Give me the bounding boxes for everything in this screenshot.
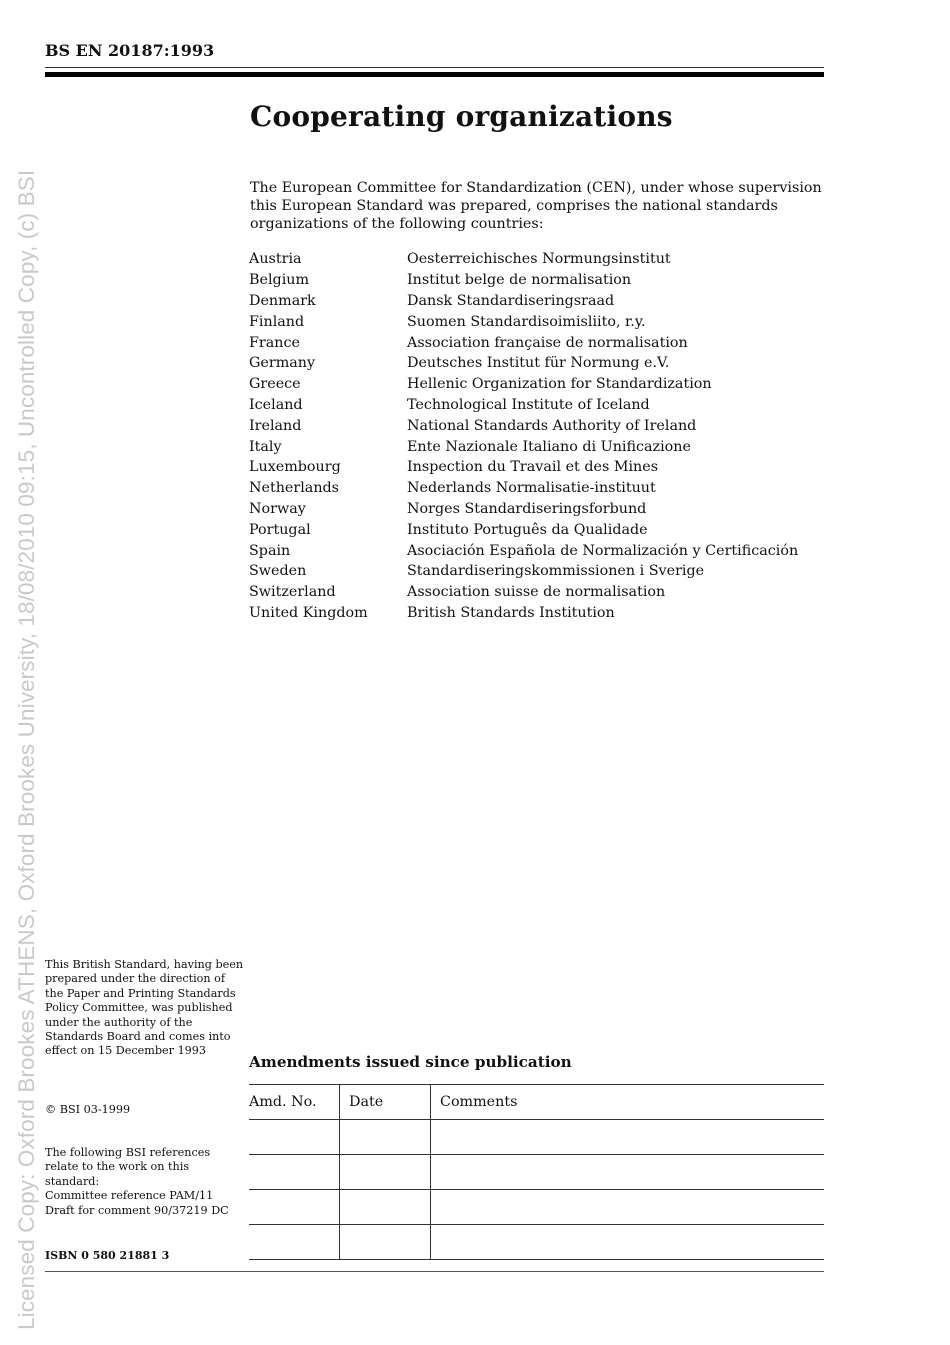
member-organization: Nederlands Normalisatie-instituut	[407, 480, 656, 497]
amendment-cell-amd-no	[249, 1225, 340, 1260]
member-organization: Inspection du Travail et des Mines	[407, 459, 659, 476]
member-country: Iceland	[249, 396, 303, 413]
member-country: Norway	[249, 500, 306, 517]
amendment-cell-amd-no	[249, 1120, 340, 1155]
amendment-row	[249, 1225, 824, 1260]
member-country: Italy	[249, 438, 282, 455]
member-row	[249, 291, 798, 312]
column-header-comments: Comments	[431, 1085, 825, 1120]
member-country: Luxembourg	[249, 459, 341, 476]
member-country: Austria	[249, 251, 302, 268]
amendment-cell-amd-no	[249, 1190, 340, 1225]
amendments-header-row	[249, 1085, 824, 1120]
isbn: ISBN 0 580 21881 3	[45, 1249, 170, 1262]
draft-reference: Draft for comment 90/37219 DC	[45, 1203, 229, 1217]
member-country: Portugal	[249, 521, 311, 538]
member-row	[249, 561, 798, 582]
footer-rule	[45, 1271, 824, 1272]
member-country: Belgium	[249, 272, 310, 289]
member-country: Switzerland	[249, 584, 336, 601]
member-row	[249, 457, 798, 478]
amendment-cell-date	[340, 1225, 431, 1260]
committee-reference: Committee reference PAM/11	[45, 1189, 214, 1203]
member-organization: Standardiseringskommissionen i Sverige	[407, 563, 705, 580]
references-note: The following BSI references relate to the work on this standard:	[45, 1146, 211, 1188]
member-organization: National Standards Authority of Ireland	[407, 417, 697, 434]
amendments-title: Amendments issued since publication	[249, 1053, 572, 1071]
member-country: Germany	[249, 355, 316, 372]
amendment-cell-comments	[431, 1190, 825, 1225]
intro-paragraph: The European Committee for Standardization (CEN), under whose supervision this European Standard was prepared, comprises the national standards organizations of the following countries:	[250, 180, 822, 232]
member-row	[249, 415, 798, 436]
member-organization: Ente Nazionale Italiano di Unificazione	[407, 438, 691, 455]
member-row	[249, 582, 798, 603]
column-header-amd-no: Amd. No.	[249, 1085, 340, 1120]
member-organization: Association française de normalisation	[407, 334, 688, 351]
member-country: Greece	[249, 376, 301, 393]
member-organization: Instituto Português da Qualidade	[407, 521, 648, 538]
amendment-cell-comments	[431, 1120, 825, 1155]
member-organization: Association suisse de normalisation	[407, 584, 666, 601]
member-organization: Hellenic Organization for Standardization	[407, 376, 712, 393]
member-organization: Asociación Española de Normalización y Certificación	[407, 542, 799, 559]
member-row	[249, 519, 798, 540]
member-row	[249, 311, 798, 332]
member-country: Finland	[249, 313, 305, 330]
amendment-row	[249, 1190, 824, 1225]
member-organization: Suomen Standardisoimisliito, r.y.	[407, 313, 646, 330]
member-organization: Institut belge de normalisation	[407, 272, 632, 289]
member-row	[249, 374, 798, 395]
amendment-cell-date	[340, 1155, 431, 1190]
member-organization: Norges Standardiseringsforbund	[407, 500, 647, 517]
amendment-cell-date	[340, 1120, 431, 1155]
member-country: Ireland	[249, 417, 302, 434]
amendment-row	[249, 1155, 824, 1190]
bsi-references	[45, 1146, 245, 1218]
member-row	[249, 332, 798, 353]
member-row	[249, 395, 798, 416]
member-row	[249, 270, 798, 291]
member-country: Spain	[249, 542, 291, 559]
amendment-cell-comments	[431, 1155, 825, 1190]
member-country: Denmark	[249, 292, 316, 309]
member-countries-table	[249, 249, 798, 623]
member-organization: Dansk Standardiseringsraad	[407, 292, 615, 309]
document-reference: BS EN 20187:1993	[45, 41, 215, 60]
amendment-cell-comments	[431, 1225, 825, 1260]
member-country: Netherlands	[249, 480, 340, 497]
member-row	[249, 436, 798, 457]
member-row	[249, 478, 798, 499]
header-rule-thick	[45, 72, 824, 77]
member-country: United Kingdom	[249, 604, 368, 621]
member-row	[249, 603, 798, 624]
amendment-row	[249, 1120, 824, 1155]
column-header-date: Date	[340, 1085, 431, 1120]
member-row	[249, 540, 798, 561]
amendment-cell-amd-no	[249, 1155, 340, 1190]
member-organization: Oesterreichisches Normungsinstitut	[407, 251, 671, 268]
member-country: Sweden	[249, 563, 307, 580]
member-row	[249, 353, 798, 374]
publication-note: This British Standard, having been prepared under the direction of the Paper and Printing Standards Policy Committee, was published under the authority of the Standards Board and comes into effect on 15 December 1993	[45, 958, 244, 1058]
member-row	[249, 499, 798, 520]
copyright-notice: © BSI 03-1999	[45, 1103, 131, 1116]
license-watermark: Licensed Copy: Oxford Brookes ATHENS, Oxford Brookes University, 18/08/2010 09:15, Uncontrolled Copy, (c) BSI	[14, 169, 39, 1330]
amendments-table	[249, 1084, 824, 1260]
page-title: Cooperating organizations	[250, 100, 673, 133]
member-organization: Technological Institute of Iceland	[407, 396, 650, 413]
member-country: France	[249, 334, 300, 351]
member-organization: Deutsches Institut für Normung e.V.	[407, 355, 670, 372]
amendment-cell-date	[340, 1190, 431, 1225]
member-row	[249, 249, 798, 270]
member-organization: British Standards Institution	[407, 604, 615, 621]
header-rule-thin	[45, 67, 824, 68]
